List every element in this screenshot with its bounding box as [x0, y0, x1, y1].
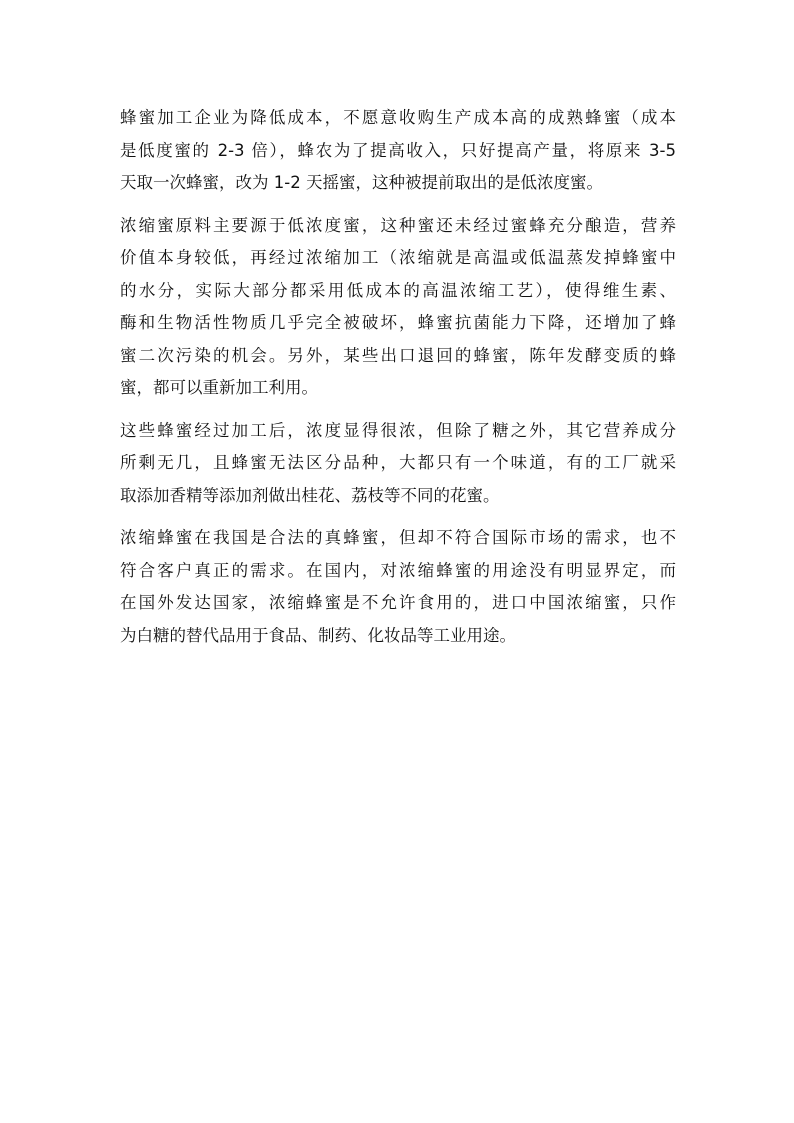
text-line: 浓缩蜜原料主要源于低浓度蜜，这种蜜还未经过蜜蜂充分酿造，营养 — [120, 215, 676, 235]
text-line: 的水分，实际大部分都采用低成本的高温浓缩工艺），使得维生素、 — [120, 280, 676, 300]
paragraph — [120, 415, 676, 513]
text-line: 取添加香精等添加剂做出桂花、荔枝等不同的花蜜。 — [120, 485, 500, 505]
text-line: 蜜，都可以重新加工利用。 — [120, 378, 318, 397]
text-line: 浓缩蜂蜜在我国是合法的真蜂蜜，但却不符合国际市场的需求，也不 — [120, 528, 676, 547]
paragraph — [120, 102, 676, 200]
text-line: 在国外发达国家，浓缩蜂蜜是不允许食用的，进口中国浓缩蜜，只作 — [120, 593, 676, 612]
text-line: 价值本身较低，再经过浓缩加工（浓缩就是高温或低温蒸发掉蜂蜜中 — [120, 248, 676, 267]
document-body — [120, 102, 676, 662]
text-line: 天取一次蜂蜜，改为 1-2 天摇蜜，这种被提前取出的是低浓度蜜。 — [120, 173, 603, 192]
text-line: 蜂蜜加工企业为降低成本，不愿意收购生产成本高的成熟蜂蜜（成本 — [120, 108, 676, 127]
text-line: 为白糖的替代品用于食品、制药、化妆品等工业用途。 — [120, 625, 516, 645]
text-line: 酶和生物活性物质几乎完全被破坏，蜂蜜抗菌能力下降，还增加了蜂 — [120, 313, 676, 332]
paragraph — [120, 210, 676, 405]
text-line: 是低度蜜的 2-3 倍），蜂农为了提高收入，只好提高产量，将原来 3-5 — [120, 140, 676, 160]
text-line: 符合客户真正的需求。在国内，对浓缩蜂蜜的用途没有明显界定，而 — [120, 560, 676, 580]
text-line: 蜜二次污染的机会。另外，某些出口退回的蜂蜜，陈年发酵变质的蜂 — [120, 345, 676, 365]
text-line: 这些蜂蜜经过加工后，浓度显得很浓，但除了糖之外，其它营养成分 — [120, 420, 676, 440]
text-line: 所剩无几，且蜂蜜无法区分品种，大都只有一个味道，有的工厂就采 — [120, 453, 676, 472]
paragraph — [120, 522, 676, 652]
